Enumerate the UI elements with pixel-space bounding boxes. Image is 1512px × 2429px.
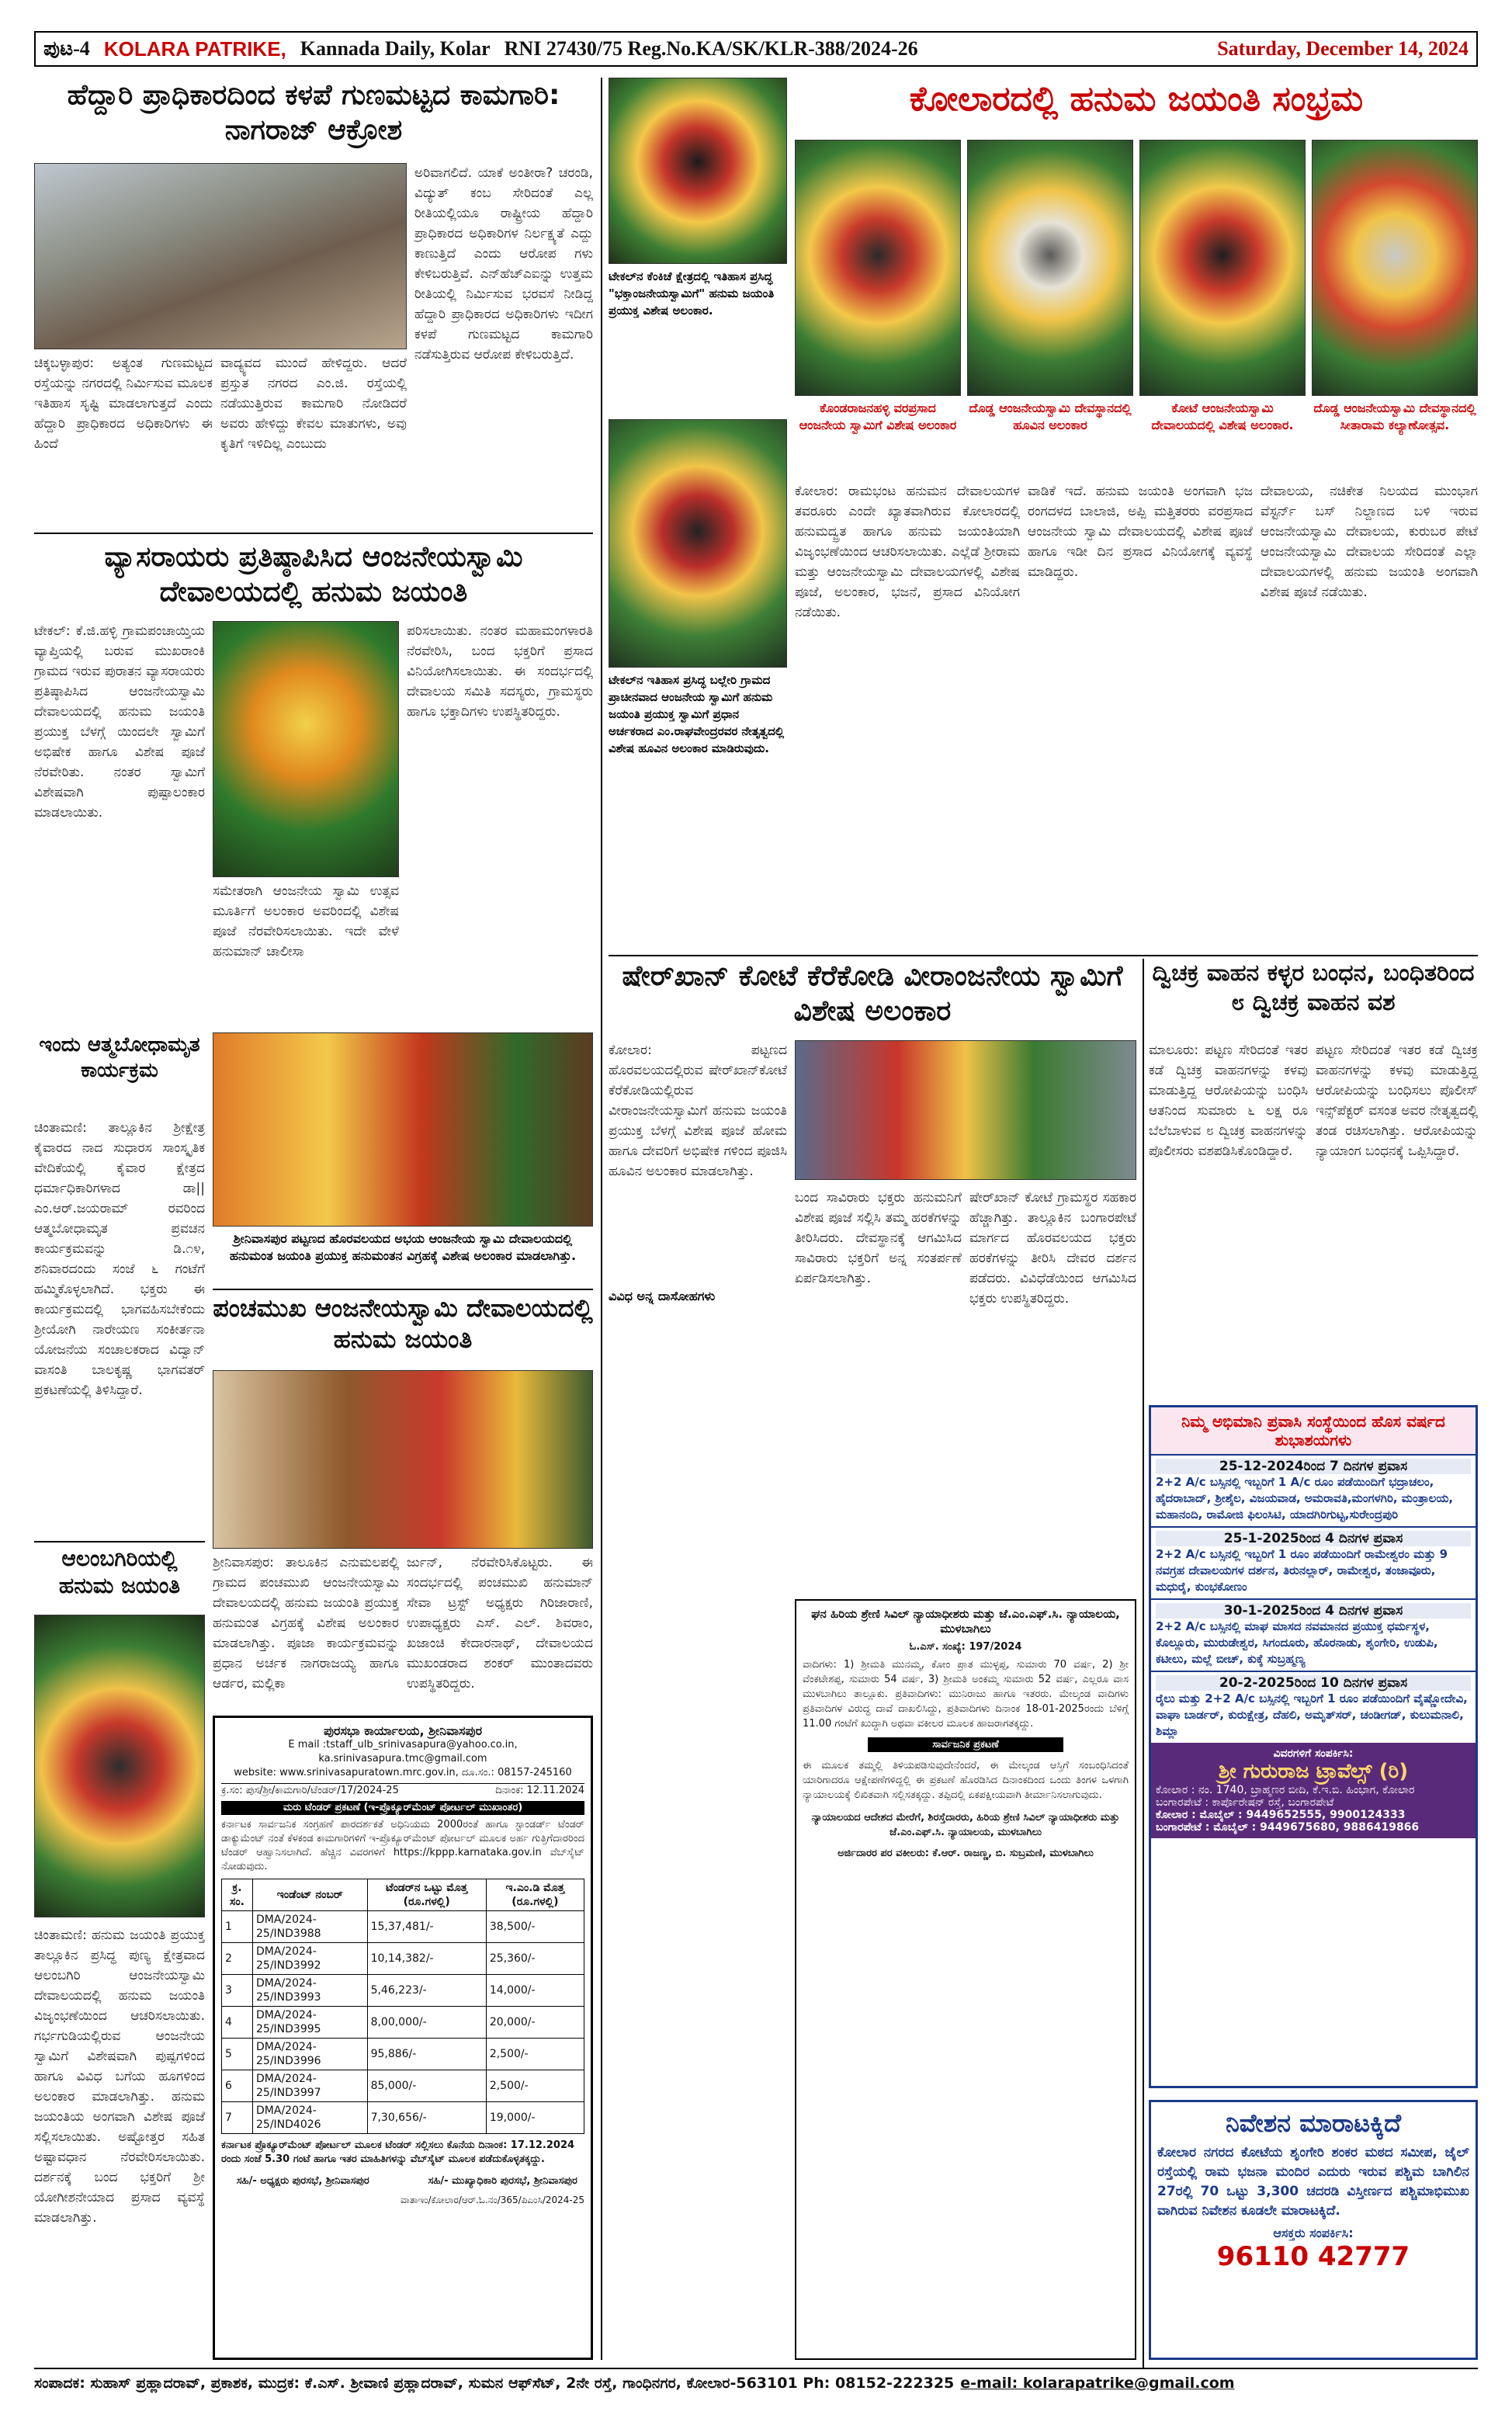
tender-notice <box>213 1716 593 2360</box>
story6-photo-caption: ಕೊಂಡರಾಜನಹಳ್ಳಿ ವರಪ್ರಸಾದ ಆಂಜನೇಯ ಸ್ವಾಮಿಗೆ ವಿಶೇಷ ಅಲಂಕಾರ <box>799 401 957 432</box>
court-case: ಓ.ಎಸ್. ಸಂಖ್ಯೆ: 197/2024 <box>909 1641 1022 1653</box>
footer <box>34 2368 1478 2397</box>
travel-trip-desc: 2+2 A/c ಬಸ್ಸಿನಲ್ಲಿ ಇಬ್ಬರಿಗೆ 1 ರೂಂ ಪಡೆಯಿಂದಿಗೆ ರಾಮೇಶ್ವರಂ ಮತ್ತು 9 ನವಗ್ರಹ ದೇವಾಲಯಗಳ ದರ್ಶನ, ತಿರುನಲ್ಲಾರ್, ರಾಮೇಶ್ವರ, ತಂಜಾವೂರು, ಮಧುರೈ, ಕುಂಭಕೋಣಂ <box>1156 1547 1448 1594</box>
tender-table <box>221 1879 584 2134</box>
tender-cell: 25,360/- <box>486 1943 584 1975</box>
travel-phone2: ಬಂಗಾರಪೇಟೆ : ಮೊಬೈಲ್ : 9449675680, 9886419866 <box>1156 1821 1420 1834</box>
travel-trip-desc: 2+2 A/c ಬಸ್ಸಿನಲ್ಲಿ ಇಬ್ಬರಿಗೆ 1 A/c ರೂಂ ಪಡೆಯಿಂದಿಗೆ ಭದ್ರಾಚಲಂ, ಹೈದರಾಬಾದ್, ಶ್ರೀಶೈಲ, ವಿಜಯವಾಡ, ಅಮರಾವತಿ,ಮಂಗಳಗಿರಿ, ಮಂತ್ರಾಲಯ, ಮಹಾನಂದಿ, ರಾಮೋಜಿ ಫಿಲಂಸಿಟಿ, ಯಾದಗಿರಿಗುಟ್ಟ,ಸುರೇಂದ್ರಪುರಿ <box>1156 1475 1454 1522</box>
travel-contact <box>1151 1743 1476 1838</box>
tender-cell: 7,30,656/- <box>367 2102 486 2134</box>
land-ad-phone: 96110 42777 <box>1216 2241 1410 2272</box>
column-divider <box>1143 959 1144 2368</box>
story2-body3: ಸಮೇತರಾಗಿ ಆಂಜನೇಯ ಸ್ವಾಮಿ ಉತ್ಸವ ಮೂರ್ತಿಗೆ ಅಲಂಕಾರ ಅವರಿಂದಲ್ಲಿ ವಿಶೇಷ ಪೂಜೆ ನೆರವೇರಿಸಲಾಯಿತು. ಇದೇ ವೇಳೆ ಹನುಮಾನ್ ಚಾಲೀಸಾ <box>213 883 399 959</box>
court-sub: ಸಾರ್ವಜನಿಕ ಪ್ರಕಟಣೆ <box>868 1737 1063 1752</box>
court-advocate: ಅರ್ಜಿದಾರರ ಪರ ವಕೀಲರು: ಕೆ.ಆರ್. ರಾಜಣ್ಣ, ಬಿ. ಸುಬ್ರಮಣಿ, ಮುಳಬಾಗಿಲು <box>837 1848 1094 1859</box>
story1-headline: ಹೆದ್ದಾರಿ ಪ್ರಾಧಿಕಾರದಿಂದ ಕಳಪೆ ಗುಣಮಟ್ಟದ ಕಾಮಗಾರಿ: ನಾಗರಾಜ್ ಆಕ್ರೋಶ <box>67 79 560 146</box>
story8-body1: ಮಾಲೂರು: ಪಟ್ಟಣ ಸೇರಿದಂತೆ ಇತರ ಕಡೆ ದ್ವಿಚಕ್ರ ವಾಹನಗಳನ್ನು ಕಳವು ಮಾಡುತ್ತಿದ್ದ ಆರೋಪಿಯನ್ನು ಬಂಧಿಸಿ ಆತನಿಂದ ಸುಮಾರು ೬ ಲಕ್ಷ ರೂ ಬೆಲೆಬಾಳುವ ೮ ದ್ವಿಚಕ್ರ ವಾಹನಗಳನ್ನು ಪೊಲೀಸರು ವಶಪಡಿಸಿಕೊಂಡಿದ್ದಾರೆ. <box>1149 1043 1308 1159</box>
story2-headline: ವ್ಯಾಸರಾಯರು ಪ್ರತಿಷ್ಠಾಪಿಸಿದ ಆಂಜನೇಯಸ್ವಾಮಿ ದೇವಾಲಯದಲ್ಲಿ ಹನುಮ ಜಯಂತಿ <box>104 541 523 608</box>
tender-cell: 10,14,382/- <box>367 1943 486 1975</box>
tender-row <box>222 1975 584 2007</box>
story6-photo <box>1312 140 1478 396</box>
tender-cell: 6 <box>222 2070 253 2102</box>
story6-body3: ದೇವಾಲಯ, ನಚಿಕೇತ ನಿಲಯದ ಮುಂಭಾಗ ವೆಸ್ಟರ್ನ್ ಬಸ್ ನಿಲ್ದಾಣದ ಬಳಿ ಇರುವ ಆಂಜನೇಯಸ್ವಾಮಿ ದೇವಾಲಯ, ಕುರುಬರ ಪೇಟೆ ಆಂಜನೇಯಸ್ವಾಮಿ ದೇವಾಲಯ ಸೇರಿದಂತೆ ಎಲ್ಲಾ ದೇವಾಲಯಗಳಲ್ಲಿ ಹನುಮ ಜಯಂತಿ ಅಂಗವಾಗಿ ವಿಶೇಷ ಪೂಜೆ ನಡೆಯಿತು. <box>1261 484 1478 600</box>
travel-phone1: ಕೋಲಾರ : ಮೊಬೈಲ್ : 9449652555, 9900124333 <box>1156 1809 1406 1821</box>
tender-cell: DMA/2024-25/IND3993 <box>253 1975 368 2007</box>
land-ad <box>1149 2100 1478 2360</box>
travel-trip-desc: ರೈಲು ಮತ್ತು 2+2 A/c ಬಸ್ಸಿನಲ್ಲಿ ಇಬ್ಬರಿಗೆ 1 ರೂಂ ಪಡೆಯಿಂದಿಗೆ ವೈಷ್ಣೋದೇವಿ, ವಾಘಾ ಬಾರ್ಡರ್, ಕುರುಕ್ಷೇತ್ರ, ದೆಹಲಿ, ಅಮೃತ್‌ಸರ್, ಚಂಡೀಗಡ್, ಕುಲುಮನಾಲಿ, ಶಿಮ್ಲಾ <box>1156 1692 1468 1738</box>
story4-photo <box>34 1615 205 1917</box>
travel-trip <box>1151 1526 1476 1598</box>
tender-code: ವಾತಾಇಂ/ಕೋಲಾರ/ಆರ್.ಓ.ನಂ/365/ಪಿಎಂಸಿ/2024-25 <box>400 2195 584 2205</box>
tender-deadline: ಕರ್ನಾಟಕ ಪ್ರೊಕ್ಯೂರ್‌ಮೆಂಟ್ ಪೋರ್ಟಲ್ ಮೂಲಕ ಟೆಂಡರ್ ಸಲ್ಲಿಸಲು ಕೊನೆಯ ದಿನಾಂಕ: 17.12.2024 ರಂದು ಸಂಜೆ 5.30 ಗಂಟೆ ಹಾಗೂ ಇತರ ಮಾಹಿತಿಗಳನ್ನು ವೆಬ್‌ಸೈಟ್ ಮೂಲಕ ಪಡೆದುಕೊಳ್ಳತಕ್ಕದ್ದು. <box>221 2139 575 2165</box>
tender-website: website: www.srinivasapuratown.mrc.gov.in, ದೂ.ಸಂ.: 08157-245160 <box>234 1767 572 1778</box>
story6-side-photo1 <box>609 78 787 264</box>
story6-side-caption1: ಟೇಕಲ್‌ನ ಕೆಂಕಿಚೆ ಕ್ಷೇತ್ರದಲ್ಲಿ ಇತಿಹಾಸ ಪ್ರಸಿದ್ಧ "ಭಕ್ತಾಂಜನೇಯಸ್ವಾಮಿಗೆ" ಹನುಮ ಜಯಂತಿ ಪ್ರಯುಕ್ತ ವಿಶೇಷ ಅಲಂಕಾರ. <box>609 269 775 318</box>
story7-photo <box>795 1040 1136 1180</box>
story6-body2: ವಾಡಿಕೆ ಇದೆ. ಹನುಮ ಜಯಂತಿ ಅಂಗವಾಗಿ ಭಜ ರಂಗದಳದ ಬಾಲಾಜಿ, ಅಪ್ಪಿ ಮತ್ತಿತರರು ವರಪ್ರಸಾದ ಆಂಜನೇಯ ಸ್ವಾಮಿ ದೇವಾಲಯದಲ್ಲಿ ವಿಶೇಷ ಪೂಜೆ ಹಾಗೂ ಇಡೀ ದಿನ ಪ್ರಸಾದ ವಿನಿಯೋಗಕ್ಕೆ ವ್ಯವಸ್ಥೆ ಮಾಡಿದ್ದರು. <box>1028 484 1253 580</box>
footer-text: ಸಂಪಾದಕ: ಸುಹಾಸ್ ಪ್ರಹ್ಲಾದರಾವ್, ಪ್ರಕಾಶಕ, ಮುದ್ರಕ: ಕೆ.ಎಸ್. ಶ್ರೀವಾಣಿ ಪ್ರಹ್ಲಾದರಾವ್, ಸುಮನ ಆಫ್‌ಸೆಟ್, 2ನೇ ರಸ್ತೆ, ಗಾಂಧಿನಗರ, ಕೋಲಾರ-563101 Ph: 08152-222325 <box>34 2375 955 2392</box>
tender-cell: DMA/2024-25/IND3996 <box>253 2039 368 2070</box>
tender-cell: DMA/2024-25/IND3995 <box>253 2007 368 2039</box>
story1-photo <box>34 163 407 349</box>
story7-headline: ಷೇರ್‌ಖಾನ್ ಕೋಟೆ ಕೆರೆಕೋಡಿ ವೀರಾಂಜನೇಯ ಸ್ವಾಮಿಗೆ ವಿಶೇಷ ಅಲಂಕಾರ <box>622 960 1123 1027</box>
story6-photo <box>795 140 961 396</box>
story7-subhead: ವಿವಿಧ ಅನ್ನ ದಾಸೋಹಗಳು <box>609 1289 716 1303</box>
footer-email[interactable]: e-mail: kolarapatrike@gmail.com <box>960 2375 1235 2392</box>
travel-trip <box>1151 1671 1476 1743</box>
tender-cell: 85,000/- <box>367 2070 486 2102</box>
tender-cell: DMA/2024-25/IND3992 <box>253 1943 368 1975</box>
travel-trip-date: 30-1-2025ರಿಂದ 4 ದಿನಗಳ ಪ್ರವಾಸ <box>1156 1603 1471 1619</box>
tender-header-cell: ಕ್ರ. ಸಂ. <box>222 1879 253 1911</box>
story6-photo <box>967 140 1133 396</box>
court-notice <box>795 1599 1136 2360</box>
court-body2: ಈ ಮೂಲಕ ತಮ್ಮಲ್ಲಿ ತಿಳಿಯಪಡಿಸುವುದೇನೆಂದರೆ, ಈ ಮೇಲ್ಕಂಡ ಆಸ್ತಿಗೆ ಸಂಬಂಧಿಸಿದಂತೆ ಯಾರಿಗಾದರೂ ಆಕ್ಷೇಪಣೆಗಳಿದ್ದಲ್ಲಿ ಈ ಪ್ರಕಟಣೆ ಹೊರಡಿಸಿದ ದಿನಾಂಕದಿಂದ ಒಂದು ತಿಂಗಳ ಒಳಗಾಗಿ ನ್ಯಾಯಾಲಯಕ್ಕೆ ಲಿಖಿತವಾಗಿ ಸಲ್ಲಿಸತಕ್ಕದ್ದು. ತಪ್ಪಿದಲ್ಲಿ ಏಕಪಕ್ಷೀಯವಾಗಿ ತೀರ್ಮಾನಿಸಲಾಗುವುದು. <box>803 1760 1129 1801</box>
story6-photo-caption: ದೊಡ್ಡ ಆಂಜನೇಯಸ್ವಾಮಿ ದೇವಸ್ಥಾನದಲ್ಲಿ ಹೂವಿನ ಅಲಂಕಾರ <box>969 401 1132 432</box>
tender-cell: 8,00,000/- <box>367 2007 486 2039</box>
story1-body3: ಅರಿವಾಗಲಿದೆ. ಯಾಕೆ ಅಂತೀರಾ? ಚರಂಡಿ, ವಿದ್ಯುತ್ ಕಂಬ ಸೇರಿದಂತೆ ಎಲ್ಲ ರೀತಿಯಲ್ಲಿಯೂ ರಾಷ್ಟ್ರೀಯ ಹೆದ್ದಾರಿ ಪ್ರಾಧಿಕಾರದ ಅಧಿಕಾರಿಗಳ ನಿರ್ಲಕ್ಷ್ಯತೆ ಎದ್ದು ಕಾಣುತ್ತಿದೆ ಎಂದು ಆರೋಪ ಗಳು ಕೇಳಿಬರುತ್ತಿವೆ. ಎನ್‌ಹೆಚ್‌ಎಐನ್ನು ಉತ್ತಮ ರೀತಿಯಲ್ಲಿ ನಿರ್ಮಿಸುವ ಭರವಸೆ ನೀಡಿದ್ದ ಹೆದ್ದಾರಿ ಪ್ರಾಧಿಕಾರದ ಅಧಿಕಾರಿಗಳು ಇದೀಗ ಕಳಪೆ ಗುಣಮಟ್ಟದ ಕಾಮಗಾರಿ ನಡೆಸುತ್ತಿರುವ ಆರೋಪ ಕೇಳಿಬರುತ್ತಿದೆ. <box>414 165 593 363</box>
story6-body1: ಕೋಲಾರ: ರಾಮಭಂಟ ಹನುಮನ ದೇವಾಲಯಗಳ ತವರೂರು ಎಂದೇ ಖ್ಯಾತವಾಗಿರುವ ಕೋಲಾರದಲ್ಲಿ ಹನುಮದ್ವ್ರತ ಹಾಗೂ ಹನುಮ ಜಯಂತಿಯಾಗಿ ವಿಜೃಂಭಣೆಯಿಂದ ಆಚರಿಸಲಾಯಿತು. ಎಲ್ಲೆಡೆ ಶ್ರೀರಾಮ ಮತ್ತು ಆಂಜನೇಯಸ್ವಾಮಿ ದೇವಾಲಯಗಳಲ್ಲಿ ವಿಶೇಷ ಪೂಜೆ, ಅಲಂಕಾರ, ಭಜನೆ, ಪ್ರಸಾದ ವಿನಿಯೋಗ ನಡೆಯಿತು. <box>795 484 1020 620</box>
land-ad-contact-label: ಆಸಕ್ತರು ಸಂಪರ್ಕಿಸಿ: <box>1273 2226 1354 2240</box>
story6-photo <box>1139 140 1306 396</box>
story5-body1: ಶ್ರೀನಿವಾಸಪುರ: ತಾಲೂಕಿನ ಎನುಮಲಪಲ್ಲಿ ಗ್ರಾಮದ ಪಂಚಮುಖಿ ಆಂಜನೇಯಸ್ವಾಮಿ ದೇವಾಲಯದಲ್ಲಿ ಹನುಮ ಜಯಂತಿ ಪ್ರಯುಕ್ತ ಹನುಮಂತ ವಿಗ್ರಹಕ್ಕೆ ವಿಶೇಷ ಅಲಂಕಾರ ಮಾಡಲಾಗಿತ್ತು. ಪೂಜಾ ಕಾರ್ಯಕ್ರಮವನ್ನು ಪ್ರಧಾನ ಅರ್ಚಕ ನಾಗರಾಜಯ್ಯ ಹಾಗೂ ಆರ್ಡರ, ಮಲ್ಲಿಕಾ <box>213 1555 399 1692</box>
story7-body3: ಷೇರ್‌ಖಾನ್ ಕೋಟೆ ಗ್ರಾಮಸ್ಥರ ಸಹಕಾರ ಹೆಚ್ಚಾಗಿತ್ತು. ತಾಲ್ಲೂಕಿನ ಬಂಗಾರಪೇಟೆ ಮಾರ್ಗದ ಹೊರವಲಯದ ಭಕ್ತರು ಹರಕೆಗಳನ್ನು ತೀರಿಸಿ ದೇವರ ದರ್ಶನ ಪಡೆದರು. ವಿವಿಧೆಡೆಯಿಂದ ಆಗಮಿಸಿದ ಭಕ್ತರು ಉಪಸ್ಥಿತರಿದ್ದರು. <box>969 1190 1136 1306</box>
travel-trip <box>1151 1598 1476 1671</box>
tender-cell: 5,46,223/- <box>367 1975 486 2007</box>
tender-office: ಪುರಸಭಾ ಕಾರ್ಯಾಲಯ, ಶ್ರೀನಿವಾಸಪುರ <box>323 1723 483 1738</box>
column-divider <box>601 78 602 2360</box>
masthead-reg: RNI 27430/75 Reg.No.KA/SK/KLR-388/2024-26 <box>504 37 918 60</box>
story8-headline: ದ್ವಿಚಕ್ರ ವಾಹನ ಕಳ್ಳರ ಬಂಧನ, ಬಂಧಿತರಿಂದ ೮ ದ್ವಿಚಕ್ರ ವಾಹನ ವಶ <box>1152 959 1475 1016</box>
story2-body1: ಟೇಕಲ್: ಕೆ.ಜಿ.ಹಳ್ಳಿ ಗ್ರಾಮಪಂಚಾಯ್ತಿಯ ವ್ಯಾಪ್ತಿಯಲ್ಲಿ ಬರುವ ಮುಖರಾಂಕಿ ಗ್ರಾಮದ ಇರುವ ಪುರಾತನ ವ್ಯಾಸರಾಯರು ಪ್ರತಿಷ್ಠಾಪಿಸಿದ ಆಂಜನೇಯಸ್ವಾಮಿ ದೇವಾಲಯದಲ್ಲಿ ಹನುಮ ಜಯಂತಿ ಪ್ರಯುಕ್ತ ಬೆಳಗ್ಗೆ ಯಿಂದಲೇ ಸ್ವಾಮಿಗೆ ಅಭಿಷೇಕ ಹಾಗೂ ವಿಶೇಷ ಪೂಜೆ ನೆರವೇರಿತು. ನಂತರ ಸ್ವಾಮಿಗೆ ವಿಶೇಷವಾಗಿ ಪುಷ್ಪಾಲಂಕಾರ ಮಾಡಲಾಯಿತು. <box>34 623 205 821</box>
travel-address2: ಬಂಗಾರಪೇಟೆ : ಕಾರ್ಪೊರೇಷನ್ ರಸ್ತೆ, ಬಂಗಾರಪೇಟೆ <box>1156 1796 1334 1809</box>
story4-body: ಚಿಂತಾಮಣಿ: ಹನುಮ ಜಯಂತಿ ಪ್ರಯುಕ್ತ ತಾಲ್ಲೂಕಿನ ಪ್ರಸಿದ್ಧ ಪುಣ್ಯ ಕ್ಷೇತ್ರವಾದ ಆಲಂಬಗಿರಿ ಆಂಜನೇಯಸ್ವಾಮಿ ದೇವಾಲಯದಲ್ಲಿ ಹನುಮ ಜಯಂತಿ ವಿಜೃಂಭಣೆಯಿಂದ ಆಚರಿಸಲಾಯಿತು. ಗರ್ಭಗುಡಿಯಲ್ಲಿರುವ ಆಂಜನೇಯ ಸ್ವಾಮಿಗೆ ವಿಶೇಷವಾಗಿ ಪುಷ್ಪಗಳಿಂದ ಹಾಗೂ ವಿವಿಧ ಬಗೆಯ ಹೂಗಳಿಂದ ಅಲಂಕಾರ ಮಾಡಲಾಗಿತ್ತು. ಹನುಮ ಜಯಂತಿಯ ಅಂಗವಾಗಿ ವಿಶೇಷ ಪೂಜೆ ಸಲ್ಲಿಸಲಾಯಿತು. ಅಷ್ಟೋತ್ತರ ಸಹಿತ ಅಷ್ಟಾವಧಾನ ನೆರವೇರಿಸಲಾಯಿತು. ದರ್ಶನಕ್ಕೆ ಬಂದ ಭಕ್ತರಿಗೆ ಶ್ರೀ ಯೋಗೀಶನೇಯಾದ ಪ್ರಸಾದ ವ್ಯವಸ್ಥೆ ಮಾಡಲಾಗಿತ್ತು. <box>34 1928 205 2226</box>
court-head: ಘನ ಹಿರಿಯ ಶ್ರೇಣಿ ಸಿವಿಲ್ ನ್ಯಾಯಾಧೀಶರು ಮತ್ತು ಜೆ.ಎಂ.ಎಫ್.ಸಿ. ನ್ಯಾಯಾಲಯ, ಮುಳಬಾಗಿಲು <box>811 1607 1120 1636</box>
newspaper-page <box>34 31 1478 2391</box>
travel-contact-label: ವಿವರಗಳಿಗೆ ಸಂಪರ್ಕಿಸಿ: <box>1273 1747 1354 1760</box>
travel-company: ಶ್ರೀ ಗುರುರಾಜ ಟ್ರಾವೆಲ್ಸ್ (ರಿ) <box>1218 1760 1409 1783</box>
travel-trip-date: 25-12-2024ರಿಂದ 7 ದಿನಗಳ ಪ್ರವಾಸ <box>1156 1459 1471 1474</box>
travel-ad-title: ನಿಮ್ಮ ಅಭಿಮಾನಿ ಪ್ರವಾಸಿ ಸಂಸ್ಥೆಯಿಂದ ಹೊಸ ವರ್ಷದ ಶುಭಾಶಯಗಳು <box>1151 1407 1476 1454</box>
tender-row <box>222 2102 584 2134</box>
tender-cell: 19,000/- <box>486 2102 584 2134</box>
story6-caption-strip <box>795 400 1478 477</box>
travel-trip-desc: 2+2 A/c ಬಸ್ಸಿನಲ್ಲಿ ಮಾಘ ಮಾಸದ ನವಮಾನದ ಪ್ರಯುಕ್ತ ಧರ್ಮಸ್ಥಳ, ಕೊಲ್ಲೂರು, ಮುರುಡೇಶ್ವರ, ಸಿಗಂದೂರು, ಹೊರನಾಡು, ಶೃಂಗೇರಿ, ಉಡುಪಿ, ಕಟೀಲು, ಮಲ್ಲೆ ಬೀಚ್, ಕುಕ್ಕೆ ಸುಬ್ರಹ್ಮಣ್ಯ <box>1156 1619 1438 1666</box>
tender-header-cell: ಇಂಡೆಂಟ್ ನಂಬರ್ <box>253 1879 368 1911</box>
land-ad-body: ಕೋಲಾರ ನಗರದ ಕೋಟೆಯ ಶೃಂಗೇರಿ ಶಂಕರ ಮಠದ ಸಮೀಪ, ಜೈಲ್ ರಸ್ತೆಯಲ್ಲಿ ರಾಮ ಭಜನಾ ಮಂದಿರ ಎದುರು ಇರುವ ಪಶ್ಚಿಮ ಬಾಗಿಲಿನ 27ರಲ್ಲಿ 70 ಒಟ್ಟು 3,300 ಚದರಡಿ ವಿಸ್ತೀರ್ಣದ ಪಶ್ಚಿಮಾಭಿಮುಖ ವಾಗಿರುವ ನಿವೇಶನ ಕೂಡಲೇ ಮಾರಾಟಕ್ಕಿದೆ. <box>1157 2145 1469 2219</box>
tender-row <box>222 2039 584 2070</box>
tender-header-cell: ಇ.ಎಂ.ಡಿ ಮೊತ್ತ (ರೂ.ಗಳಲ್ಲಿ) <box>486 1879 584 1911</box>
story3-body: ಚಿಂತಾಮಣಿ: ತಾಲ್ಲೂಕಿನ ಶ್ರೀಕ್ಷೇತ್ರ ಕೈವಾರದ ನಾದ ಸುಧಾರಸ ಸಾಂಸ್ಕೃತಿಕ ವೇದಿಕೆಯಲ್ಲಿ ಕೈವಾರ ಕ್ಷೇತ್ರದ ಧರ್ಮಾಧಿಕಾರಿಗಳಾದ ಡಾ|| ಎಂ.ಆರ್.ಜಯರಾಮ್ ರವರಿಂದ ಆತ್ಮಬೋಧಾಮೃತ ಪ್ರವಚನ ಕಾರ್ಯಕ್ರಮವನ್ನು ಡಿ.೧೪, ಶನಿವಾರದಂದು ಸಂಜೆ ೬ ಗಂಟೆಗೆ ಹಮ್ಮಿಕೊಳ್ಳಲಾಗಿದೆ. ಭಕ್ತರು ಈ ಕಾರ್ಯಕ್ರಮದಲ್ಲಿ ಭಾಗವಹಿಸಬೇಕೆಂದು ಶ್ರೀಯೋಗಿ ನಾರೇಯಣ ಸಂಕೀರ್ತನಾ ಯೋಜನೆಯ ಸಂಚಾಲಕರಾದ ವಿದ್ವಾನ್ ವಾಸಂತಿ ಬಾಲಕೃಷ್ಣ ಭಾಗವತರ್ ಪ್ರಕಟಣೆಯಲ್ಲಿ ತಿಳಿಸಿದ್ದಾರೆ. <box>34 1120 205 1398</box>
story8-body2: ಪಟ್ಟಣ ಸೇರಿದಂತೆ ಇತರ ಕಡೆ ದ್ವಿಚಕ್ರ ವಾಹನಗಳನ್ನು ಕಳವು ಮಾಡುತ್ತಿದ್ದ ಆರೋಪಿಯನ್ನು ಬಂಧಿಸಲು ಪೊಲೀಸ್ ಇನ್ಸ್‌ಪೆಕ್ಟರ್ ವಸಂತ ಅವರ ನೇತೃತ್ವದಲ್ಲಿ ತಂಡ ರಚಿಸಲಾಗಿತ್ತು. ಆರೋಪಿಯನ್ನು ನ್ಯಾಯಾಂಗ ಬಂಧನಕ್ಕೆ ಒಪ್ಪಿಸಿದ್ದಾರೆ. <box>1316 1043 1478 1159</box>
story6-photo-strip <box>795 140 1478 396</box>
tender-email: E mail :tstaff_ulb_srinivasapura@yahoo.co.in, ka.srinivasapura.tmc@gmail.com <box>288 1739 518 1764</box>
story1-lead: ಚಿಕ್ಕಬಳ್ಳಾಪುರ: ಅತ್ಯಂತ ಗುಣಮಟ್ಟದ ರಸ್ತೆಯನ್ನು ನಗರದಲ್ಲಿ ನಿರ್ಮಿಸುವ ಮೂಲಕ ಇತಿಹಾಸ ಸೃಷ್ಟಿ ಮಾಡಲಾಗುತ್ತದೆ ಎಂದು ಹೆದ್ದಾರಿ ಪ್ರಾಧಿಕಾರದ ಅಧಿಕಾರಿಗಳು ಈ ಹಿಂದೆ <box>34 356 213 452</box>
travel-ad <box>1149 1405 1478 2088</box>
divider <box>609 955 1478 956</box>
story5-photo-caption: ಶ್ರೀನಿವಾಸಪುರ ಪಟ್ಟಣದ ಹೊರವಲಯದ ಅಭಯ ಆಂಜನೇಯ ಸ್ವಾಮಿ ದೇವಾಲಯದಲ್ಲಿ ಹನುಮಂತ ಜಯಂತಿ ಪ್ರಯುಕ್ತ ಹನುಮಂತನ ವಿಗ್ರಹಕ್ಕೆ ವಿಶೇಷ ಅಲಂಕಾರ ಮಾಡಲಾಗಿತ್ತು. <box>229 1231 577 1263</box>
page-number: ಪುಟ-4 <box>43 36 90 60</box>
travel-trip-date: 20-2-2025ರಿಂದ 10 ದಿನಗಳ ಪ್ರವಾಸ <box>1156 1675 1471 1691</box>
story3-headline: ಇಂದು ಆತ್ಮಬೋಧಾಮೃತ ಕಾರ್ಯಕ್ರಮ <box>39 1033 200 1082</box>
story7-body1: ಕೋಲಾರ: ಪಟ್ಟಣದ ಹೊರವಲಯದಲ್ಲಿರುವ ಷೇರ್‌ಖಾನ್‌ಕೋಟೆ ಕೆರೆಕೋಡಿಯಲ್ಲಿರುವ ವೀರಾಂಜನೇಯಸ್ವಾಮಿಗೆ ಹನುಮ ಜಯಂತಿ ಪ್ರಯುಕ್ತ ಬೆಳಗ್ಗೆ ವಿಶೇಷ ಪೂಜೆ ಹೋಮ ಹಾಗೂ ದೇವರಿಗೆ ಅಭಿಷೇಕ ಗಳಿಂದ ಪೂಜಿಸಿ ಹೂವಿನ ಅಲಂಕಾರ ಮಾಡಲಾಗಿತ್ತು. <box>609 1043 787 1179</box>
story5-photo2 <box>213 1370 593 1549</box>
tender-cell: 15,37,481/- <box>367 1911 486 1943</box>
travel-trip-date: 25-1-2025ರಿಂದ 4 ದಿನಗಳ ಪ್ರವಾಸ <box>1156 1531 1471 1546</box>
tender-cell: 5 <box>222 2039 253 2070</box>
tender-cell: 4 <box>222 2007 253 2039</box>
travel-address1: ಕೋಲಾರ : ನಂ. 1740, ಬ್ರಾಹ್ಮಣರ ಬೀದಿ, ಕೆ.ಇ.ಬಿ. ಹಿಂಭಾಗ, ಕೋಲಾರ <box>1156 1784 1415 1796</box>
tender-cell: 1 <box>222 1911 253 1943</box>
travel-trip <box>1151 1454 1476 1526</box>
masthead-date: Saturday, December 14, 2024 <box>1217 37 1469 60</box>
tender-cell: DMA/2024-25/IND3997 <box>253 2070 368 2102</box>
tender-cell: 2,500/- <box>486 2039 584 2070</box>
divider <box>213 1289 593 1290</box>
tender-cell: DMA/2024-25/IND4026 <box>253 2102 368 2134</box>
tender-ref: ಕ್ರ.ಸಂ: ಪುಸ/ಶ್ರೀ/ಕಾಮಗಾರಿ/ಟೆಂಡರ್/17/2024-25 <box>221 1785 399 1796</box>
tender-cell: 3 <box>222 1975 253 2007</box>
story6-photo-caption: ಕೋಟೆ ಆಂಜನೇಯಸ್ವಾಮಿ ದೇವಾಲಯದಲ್ಲಿ ವಿಶೇಷ ಅಲಂಕಾರ. <box>1151 401 1294 432</box>
divider <box>34 1541 205 1542</box>
story2-photo <box>213 621 399 877</box>
tender-row <box>222 1943 584 1975</box>
tender-row <box>222 1911 584 1943</box>
story5-body2: ರ್ಜುನ್, ನೆರವೇರಿಸಿಕೊಟ್ಟರು. ಈ ಸಂದರ್ಭದಲ್ಲಿ ಪಂಚಮುಖಿ ಹನುಮಾನ್ ಸೇವಾ ಟ್ರಸ್ಟ್ ಅಧ್ಯಕ್ಷರು ಗಿರಿಜಾರಾಣಿ, ಉಪಾಧ್ಯಕ್ಷರು ಎಸ್. ಎಲ್. ಶಿವರಾಂ, ಖಜಾಂಚಿ ಕೇದಾರನಾಥ್, ದೇವಾಲಯದ ಮುಖಂಡರಾದ ಶಂಕರ್ ಮುಂತಾದವರು ಉಪಸ್ಥಿತರಿದ್ದರು. <box>407 1555 593 1692</box>
tender-row <box>222 2070 584 2102</box>
story6-photo-caption: ದೊಡ್ಡ ಆಂಜನೇಯಸ್ವಾಮಿ ದೇವಸ್ಥಾನದಲ್ಲಿ ಸೀತಾರಾಮ ಕಲ್ಯಾಣೋತ್ಸವ. <box>1313 401 1476 432</box>
divider <box>34 533 593 534</box>
tender-ref-date: ದಿನಾಂಕ: 12.11.2024 <box>495 1785 584 1796</box>
land-ad-title: ನಿವೇಶನ ಮಾರಾಟಕ್ಕಿದೆ <box>1225 2108 1402 2138</box>
court-body: ವಾದಿಗಳು: 1) ಶ್ರೀಮತಿ ಮುನಮ್ಮ, ಕೋಂ ಪ್ರಾತ ಮುಳ್ಳಪ್ಪ, ಸುಮಾರು 70 ವರ್ಷ, 2) ಶ್ರೀ ವೆಂಕಟೇಶಪ್ಪ, ಸುಮಾರು 54 ವರ್ಷ, 3) ಶ್ರೀಮತಿ ಅಂಕಮ್ಮ ಸುಮಾರು 52 ವರ್ಷ, ಎಲ್ಲರೂ ವಾಸ ಮುಳಬಾಗಿಲು ತಾಲ್ಲೂಕು. ಪ್ರತಿವಾದಿಗಳು: ಮುನಿರಾಜು ಹಾಗೂ ಇತರರು. ಮೇಲ್ಕಂಡ ವಾದಿಗಳು ಪ್ರತಿವಾದಿಗಳ ವಿರುದ್ಧ ದಾವೆ ದಾಖಲಿಸಿದ್ದು, ಪ್ರತಿವಾದಿಗಳು ದಿನಾಂಕ 18-01-2025ರಂದು ಬೆಳಿಗ್ಗೆ 11.00 ಗಂಟೆಗೆ ಖುದ್ದಾಗಿ ಅಥವಾ ವಕೀಲರ ಮೂಲಕ ಹಾಜರಾಗತಕ್ಕದ್ದು. <box>803 1659 1129 1730</box>
travel-trip-list <box>1151 1454 1476 1743</box>
tender-row <box>222 2007 584 2039</box>
story2-body2: ಪರಿಸಲಾಯಿತು. ನಂತರ ಮಹಾಮಂಗಳಾರತಿ ನೆರವೇರಿಸಿ, ಬಂದ ಭಕ್ತರಿಗೆ ಪ್ರಸಾದ ವಿನಿಯೋಗಿಸಲಾಯಿತು. ಈ ಸಂದರ್ಭದಲ್ಲಿ ದೇವಾಲಯ ಸಮಿತಿ ಸದಸ್ಯರು, ಗ್ರಾಮಸ್ಥರು ಹಾಗೂ ಭಕ್ತಾದಿಗಳು ಉಪಸ್ಥಿತರಿದ್ದರು. <box>407 623 593 720</box>
story4-headline: ಆಲಂಬಗಿರಿಯಲ್ಲಿ ಹನುಮ ಜಯಂತಿ <box>58 1546 181 1598</box>
tender-cell: 2 <box>222 1943 253 1975</box>
story1-body2: ವಾದ್ಯ್ಯವದ ಮುಂದೆ ಹೇಳಿದ್ದರು. ಆದರೆ ಪ್ರಸ್ತುತ ನಗರದ ಎಂ.ಜಿ. ರಸ್ತೆಯಲ್ಲಿ ನಡೆಯುತ್ತಿರುವ ಕಾಮಗಾರಿ ನೋಡಿದರೆ ಅವರು ಹೇಳಿದ್ದು ಕೇವಲ ಮಾತುಗಳು, ಅವು ಕೃತಿಗೆ ಇಳಿದಿಲ್ಲ ಎಂಬುದು <box>220 356 407 452</box>
tender-sig2: ಸಹಿ/- ಮುಖ್ಯಾಧಿಕಾರಿ ಪುರಸಭೆ, ಶ್ರೀನಿವಾಸಪುರ <box>428 2175 577 2187</box>
story6-side-photo2 <box>609 419 787 668</box>
story6-side-caption2: ಟೇಕಲ್‌ನ ಇತಿಹಾಸ ಪ್ರಸಿದ್ಧ ಬಲ್ಲೇರಿ ಗ್ರಾಮದ ಪ್ರಾಚೀನವಾದ ಆಂಜನೇಯ ಸ್ವಾಮಿಗೆ ಹನುಮ ಜಯಂತಿ ಪ್ರಯುಕ್ತ ಸ್ವಾಮಿಗೆ ಪ್ರಧಾನ ಅರ್ಚಕರಾದ ಎಂ.ರಾಘವೇಂದ್ರರವರ ನೇತೃತ್ವದಲ್ಲಿ ವಿಶೇಷ ಹೂವಿನ ಅಲಂಕಾರ ಮಾಡಿರುವುದು. <box>609 673 785 755</box>
court-sig: ನ್ಯಾಯಾಲಯದ ಆದೇಶದ ಮೇರೆಗೆ, ಶಿರಸ್ತೆದಾರರು, ಹಿರಿಯ ಶ್ರೇಣಿ ಸಿವಿಲ್ ನ್ಯಾಯಾಧೀಶರು ಮತ್ತು ಜೆ.ಎಂ.ಎಫ್.ಸಿ. ನ್ಯಾಯಾಲಯ, ಮುಳಬಾಗಿಲು <box>811 1812 1120 1838</box>
tender-cell: DMA/2024-25/IND3988 <box>253 1911 368 1943</box>
tender-sig1: ಸಹಿ/- ಅಧ್ಯಕ್ಷರು ಪುರಸಭೆ, ಶ್ರೀನಿವಾಸಪುರ <box>236 2175 369 2187</box>
tender-intro: ಕರ್ನಾಟಕ ಸಾರ್ವಜನಿಕ ಸಂಗ್ರಹಣೆ ಪಾರದರ್ಶಕತೆ ಅಧಿನಿಯಮ 2000ರಂತೆ ಹಾಗೂ ಸ್ಟಾಂಡರ್ಡ್ ಟೆಂಡರ್ ಡಾಕ್ಯುಮೆಂಟ್ ನಂತೆ ಕೆಳಕಂಡ ಕಾಮಗಾರಿಗಳಿಗೆ ಇ-ಪ್ರೊಕ್ಯೂರ್‌ಮೆಂಟ್ ಪೋರ್ಟಲ್ ಮೂಲಕ ಅರ್ಹ ಗುತ್ತಿಗೆದಾರರಿಂದ ಟೆಂಡರ್ ಆಹ್ವಾನಿಸಲಾಗಿದೆ. ಹೆಚ್ಚಿನ ವಿವರಗಳಿಗೆ https://kppp.karnataka.gov.in ವೆಬ್‌ಸೈಟ್ ನೋಡುವುದು. <box>221 1819 584 1872</box>
tender-cell: 14,000/- <box>486 1975 584 2007</box>
brand-name: KOLARA PATRIKE, <box>103 36 286 61</box>
tender-header-cell: ಟೆಂಡರ್‌ನ ಒಟ್ಟು ಮೊತ್ತ (ರೂ.ಗಳಲ್ಲಿ) <box>367 1879 486 1911</box>
masthead-subtitle: Kannada Daily, Kolar <box>300 37 491 60</box>
masthead <box>34 31 1478 67</box>
tender-cell: 2,500/- <box>486 2070 584 2102</box>
story5-photo <box>213 1032 593 1227</box>
tender-cell: 95,886/- <box>367 2039 486 2070</box>
tender-cell: 20,000/- <box>486 2007 584 2039</box>
tender-cell: 38,500/- <box>486 1911 584 1943</box>
tender-banner: ಮರು ಟೆಂಡರ್ ಪ್ರಕಟಣೆ (ಇ-ಪ್ರೊಕ್ಯೂರ್‌ಮೆಂಟ್ ಪೋರ್ಟಲ್ ಮುಖಾಂತರ) <box>221 1801 584 1815</box>
story5-headline: ಪಂಚಮುಖ ಆಂಜನೇಯಸ್ವಾಮಿ ದೇವಾಲಯದಲ್ಲಿ ಹನುಮ ಜಯಂತಿ <box>213 1293 593 1354</box>
story6-headline: ಕೋಲಾರದಲ್ಲಿ ಹನುಮ ಜಯಂತಿ ಸಂಭ್ರಮ <box>909 79 1364 119</box>
tender-cell: 7 <box>222 2102 253 2134</box>
story7-body2: ಬಂದ ಸಾವಿರಾರು ಭಕ್ತರು ಹನುಮನಿಗೆ ವಿಶೇಷ ಪೂಜೆ ಸಲ್ಲಿಸಿ ತಮ್ಮ ಹರಕೆಗಳನ್ನು ತೀರಿಸಿದರು. ದೇವಸ್ಥಾನಕ್ಕೆ ಆಗಮಿಸಿದ ಸಾವಿರಾರು ಭಕ್ತರಿಗೆ ಅನ್ನ ಸಂತರ್ಪಣೆ ಏರ್ಪಡಿಸಲಾಗಿತ್ತು. <box>795 1190 962 1286</box>
